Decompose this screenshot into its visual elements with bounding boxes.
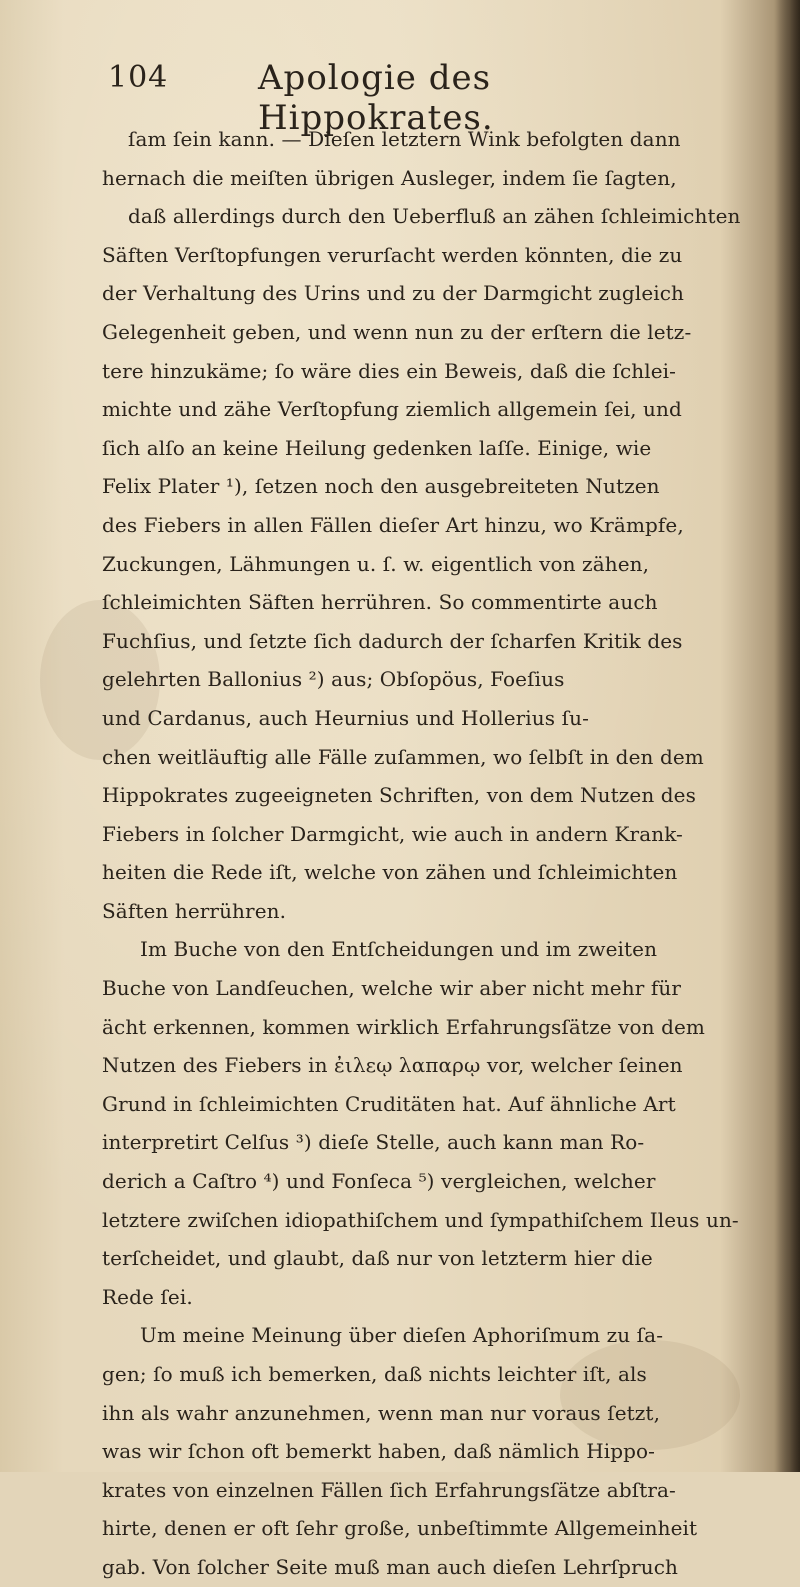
text-line: letztere zwiſchen idiopathiſchem und ſympathiſchem Ileus un- bbox=[102, 1207, 739, 1232]
text-line: hernach die meiſten übrigen Ausleger, indem ſie ſagten, bbox=[102, 165, 677, 190]
text-line: heiten die Rede iſt, welche von zähen und ſchleimichten bbox=[102, 860, 678, 885]
text-line: ächt erkennen, kommen wirklich Erfahrungsſätze von dem bbox=[102, 1014, 705, 1039]
text-line: Gelegenheit geben, und wenn nun zu der erſtern die letz- bbox=[102, 319, 692, 344]
text-line: Fuchſius, und ſetzte ſich dadurch der ſcharfen Kritik des bbox=[102, 628, 683, 653]
text-line: und Cardanus, auch Heurnius und Hollerius ſu- bbox=[102, 705, 589, 730]
text-line: gen; ſo muß ich bemerken, daß nichts leichter iſt, als bbox=[102, 1362, 647, 1386]
text-line: Säften Verſtopfungen verurſacht werden könnten, die zu bbox=[102, 242, 683, 267]
paragraph-start-line: Um meine Meinung über dieſen Aphoriſmum zu ſa- bbox=[140, 1323, 664, 1348]
text-line: ſam ſein kann. — Dieſen letztern Wink befolgten dann bbox=[128, 127, 681, 151]
text-line: derich a Caſtro ⁴) und Fonſeca ⁵) vergleichen, welcher bbox=[102, 1169, 656, 1194]
text-line: Hippokrates zugeeigneten Schriften, von dem Nutzen des bbox=[102, 783, 696, 808]
text-line: Rede ſei. bbox=[102, 1284, 193, 1309]
text-line: Grund in ſchleimichten Cruditäten hat. Auf ähnliche Art bbox=[102, 1091, 676, 1116]
text-line: tere hinzukäme; ſo wäre dies ein Beweis, daß die ſchlei- bbox=[102, 358, 677, 383]
text-line: des Fiebers in allen Fällen dieſer Art hinzu, wo Krämpfe, bbox=[102, 512, 684, 537]
text-line: ſchleimichten Säften herrühren. So commentirte auch bbox=[102, 590, 658, 615]
text-line: was wir ſchon oft bemerkt haben, daß nämlich Hippo- bbox=[102, 1439, 656, 1464]
text-line: Fiebers in ſolcher Darmgicht, wie auch in andern Krank- bbox=[102, 821, 683, 846]
text-line: daß allerdings durch den Ueberfluß an zähen ſchleimichten bbox=[128, 204, 741, 229]
text-line: krates von einzelnen Fällen ſich Erfahrungsſätze abſtra- bbox=[102, 1477, 676, 1502]
text-line: ihn als wahr anzunehmen, wenn man nur voraus ſetzt, bbox=[102, 1400, 661, 1425]
page-number: 104 bbox=[108, 60, 169, 95]
text-line: interpretirt Celſus ³) dieſe Stelle, auch kann man Ro- bbox=[102, 1130, 645, 1155]
text-line: terſcheidet, und glaubt, daß nur von letzterm hier die bbox=[102, 1246, 653, 1271]
text-line: Zuckungen, Lähmungen u. ſ. w. eigentlich von zähen, bbox=[102, 551, 650, 576]
paragraph-start-line: Im Buche von den Entſcheidungen und im zweiten bbox=[140, 937, 658, 962]
text-line: Felix Plater ¹), ſetzen noch den ausgebreiteten Nutzen bbox=[102, 474, 660, 499]
text-line: Buche von Landſeuchen, welche wir aber nicht mehr für bbox=[102, 976, 681, 1001]
body-text bbox=[88, 120, 788, 1587]
page-header bbox=[108, 58, 728, 138]
text-line: der Verhaltung des Urins und zu der Darmgicht zugleich bbox=[102, 281, 685, 306]
text-line: Nutzen des Fiebers in ἐιλεῳ λαπαρῳ vor, welcher ſeinen bbox=[102, 1053, 683, 1078]
text-line: gelehrten Ballonius ²) aus; Obſopöus, Foeſius bbox=[102, 667, 565, 692]
text-line: gab. Von ſolcher Seite muß man auch dieſen Lehrſpruch bbox=[102, 1554, 679, 1579]
text-line: hirte, denen er oft ſehr große, unbeſtimmte Allgemeinheit bbox=[102, 1516, 698, 1541]
text-line: michte und zähe Verſtopfung ziemlich allgemein ſei, und bbox=[102, 397, 682, 422]
text-line: chen weitläuftig alle Fälle zuſammen, wo ſelbſt in den dem bbox=[102, 744, 704, 769]
text-line: ſich alſo an keine Heilung gedenken laſſe. Einige, wie bbox=[102, 435, 652, 460]
text-line: Säften herrühren. bbox=[102, 898, 287, 923]
running-title: Apologie des Hippokrates. bbox=[258, 58, 494, 138]
